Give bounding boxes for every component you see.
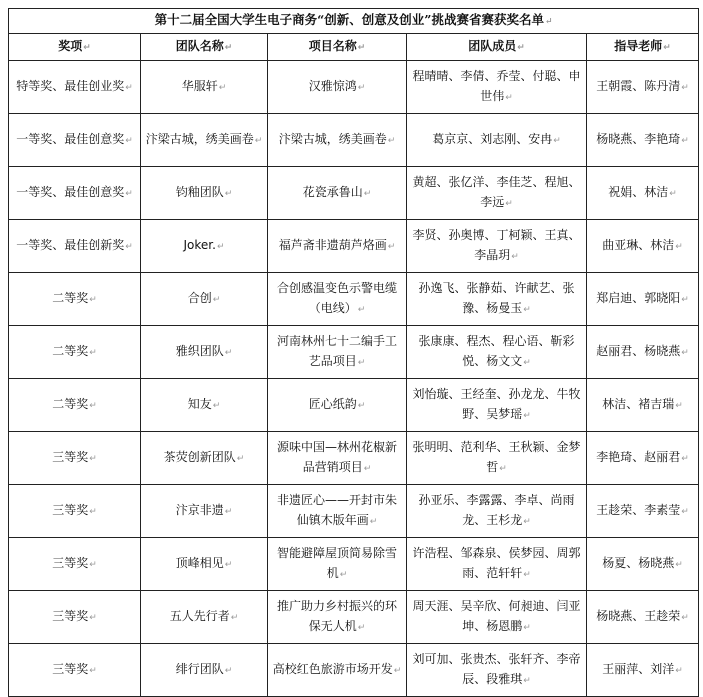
members-cell-text: 张康康、程杰、程心语、靳彩悦、杨文文 bbox=[418, 334, 575, 368]
award-cell: 二等奖↵ bbox=[9, 273, 141, 326]
project-cell: 智能避障屋顶简易除雪机↵ bbox=[268, 538, 407, 591]
team-cell: 顶峰相见↵ bbox=[141, 538, 268, 591]
project-cell-text: 源味中国—林州花椒新品营销项目 bbox=[276, 440, 397, 474]
project-cell: 非遗匠心——开封市朱仙镇木版年画↵ bbox=[268, 485, 407, 538]
team-cell-text: 五人先行者 bbox=[169, 609, 230, 623]
award-cell-text: 三等奖 bbox=[52, 662, 89, 676]
project-cell: 福芦斋非遗葫芦烙画↵ bbox=[268, 220, 407, 273]
team-cell: 雅织团队↵ bbox=[141, 326, 268, 379]
project-cell: 汴梁古城，绣美画卷↵ bbox=[268, 114, 407, 167]
team-cell-text: 华服轩 bbox=[181, 79, 218, 93]
team-cell: 绯行团队↵ bbox=[141, 644, 268, 697]
members-cell: 刘可加、张贵杰、张轩齐、李帝辰、段雅琪↵ bbox=[407, 644, 587, 697]
members-cell: 葛京京、刘志刚、安冉↵ bbox=[407, 114, 587, 167]
project-cell-text: 福芦斋非遗葫芦烙画 bbox=[278, 238, 387, 252]
award-cell-text: 二等奖 bbox=[52, 344, 89, 358]
project-cell-text: 合创感温变色示警电缆（电线） bbox=[276, 281, 397, 315]
table-row bbox=[9, 273, 699, 326]
project-cell: 花瓷承鲁山↵ bbox=[268, 167, 407, 220]
team-cell: Joker.↵ bbox=[141, 220, 268, 273]
members-cell-text: 葛京京、刘志刚、安冉 bbox=[432, 132, 553, 146]
award-cell: 一等奖、最佳创意奖↵ bbox=[9, 114, 141, 167]
advisors-cell: 郑启迪、郭晓阳↵ bbox=[587, 273, 699, 326]
members-cell: 刘怡璇、王经奎、孙龙龙、牛牧野、吴梦瑶↵ bbox=[407, 379, 587, 432]
project-cell: 汉雅惊鸿↵ bbox=[268, 61, 407, 114]
project-cell-text: 推广助力乡村振兴的环保无人机 bbox=[276, 599, 397, 633]
award-table bbox=[8, 8, 699, 697]
members-cell-text: 黄超、张亿洋、李佳芝、程旭、李远 bbox=[412, 175, 581, 209]
members-cell: 张明明、范利华、王秋颖、金梦哲↵ bbox=[407, 432, 587, 485]
project-cell-text: 高校红色旅游市场开发 bbox=[272, 662, 393, 676]
award-cell-text: 一等奖、最佳创意奖 bbox=[16, 185, 125, 199]
advisors-cell-text: 林洁、褚吉瑞 bbox=[602, 397, 675, 411]
award-cell: 二等奖↵ bbox=[9, 326, 141, 379]
advisors-cell-text: 曲亚琳、林洁 bbox=[602, 238, 675, 252]
members-cell: 张康康、程杰、程心语、靳彩悦、杨文文↵ bbox=[407, 326, 587, 379]
header-members: 团队成员↵ bbox=[407, 34, 587, 61]
advisors-cell: 曲亚琳、林洁↵ bbox=[587, 220, 699, 273]
team-cell: 汴梁古城，绣美画卷↵ bbox=[141, 114, 268, 167]
team-cell-text: 汴梁古城，绣美画卷 bbox=[145, 132, 254, 146]
project-cell: 高校红色旅游市场开发↵ bbox=[268, 644, 407, 697]
team-cell-text: 知友 bbox=[187, 397, 212, 411]
header-award: 奖项↵ bbox=[9, 34, 141, 61]
award-cell: 二等奖↵ bbox=[9, 379, 141, 432]
team-cell: 钧釉团队↵ bbox=[141, 167, 268, 220]
award-cell: 特等奖、最佳创业奖↵ bbox=[9, 61, 141, 114]
project-cell-text: 汴梁古城，绣美画卷 bbox=[278, 132, 387, 146]
team-cell: 汴京非遗↵ bbox=[141, 485, 268, 538]
advisors-cell: 林洁、褚吉瑞↵ bbox=[587, 379, 699, 432]
award-cell-text: 二等奖 bbox=[52, 291, 89, 305]
award-cell: 一等奖、最佳创新奖↵ bbox=[9, 220, 141, 273]
advisors-cell-text: 杨晓燕、王趁荣 bbox=[596, 609, 681, 623]
award-list-document bbox=[8, 8, 698, 697]
advisors-cell-text: 王丽萍、刘洋 bbox=[602, 662, 675, 676]
team-cell-text: 茶荧创新团队 bbox=[163, 450, 236, 464]
members-cell-text: 孙逸飞、张静茹、许献艺、张豫、杨曼玉 bbox=[418, 281, 575, 315]
members-cell-text: 程晴晴、李倩、乔莹、付聪、申世伟 bbox=[412, 69, 581, 103]
award-cell: 三等奖↵ bbox=[9, 591, 141, 644]
advisors-cell: 杨夏、杨晓燕↵ bbox=[587, 538, 699, 591]
project-cell-text: 河南林州七十二编手工艺品项目 bbox=[276, 334, 397, 368]
members-cell-text: 周天涯、吴辛欣、何昶迪、闫亚坤、杨恩鹏 bbox=[412, 599, 581, 633]
award-cell-text: 特等奖、最佳创业奖 bbox=[16, 79, 125, 93]
members-cell-text: 孙亚乐、李露露、李卓、尚雨龙、王杉龙 bbox=[418, 493, 575, 527]
project-cell: 推广助力乡村振兴的环保无人机↵ bbox=[268, 591, 407, 644]
team-cell: 五人先行者↵ bbox=[141, 591, 268, 644]
members-cell-text: 李贤、孙奥博、丁柯颖、王真、李晶玥 bbox=[412, 228, 581, 262]
advisors-cell: 王趁荣、李素莹↵ bbox=[587, 485, 699, 538]
project-cell: 源味中国—林州花椒新品营销项目↵ bbox=[268, 432, 407, 485]
table-row bbox=[9, 644, 699, 697]
award-cell-text: 一等奖、最佳创新奖 bbox=[16, 238, 125, 252]
project-cell-text: 花瓷承鲁山 bbox=[302, 185, 363, 199]
award-cell: 三等奖↵ bbox=[9, 538, 141, 591]
advisors-cell-text: 王趁荣、李素莹 bbox=[596, 503, 681, 517]
award-cell: 三等奖↵ bbox=[9, 485, 141, 538]
award-cell-text: 三等奖 bbox=[52, 609, 89, 623]
members-cell: 周天涯、吴辛欣、何昶迪、闫亚坤、杨恩鹏↵ bbox=[407, 591, 587, 644]
project-cell: 匠心纸韵↵ bbox=[268, 379, 407, 432]
team-cell-text: 合创 bbox=[187, 291, 212, 305]
award-cell-text: 三等奖 bbox=[52, 450, 89, 464]
advisors-cell-text: 李艳琦、赵丽君 bbox=[596, 450, 681, 464]
advisors-cell: 王朝霞、陈丹清↵ bbox=[587, 61, 699, 114]
table-row bbox=[9, 326, 699, 379]
award-cell-text: 一等奖、最佳创意奖 bbox=[16, 132, 125, 146]
table-row bbox=[9, 432, 699, 485]
team-cell-text: 钧釉团队 bbox=[175, 185, 224, 199]
advisors-cell-text: 王朝霞、陈丹清 bbox=[596, 79, 681, 93]
members-cell: 黄超、张亿洋、李佳芝、程旭、李远↵ bbox=[407, 167, 587, 220]
table-row bbox=[9, 538, 699, 591]
members-cell-text: 张明明、范利华、王秋颖、金梦哲 bbox=[412, 440, 581, 474]
award-cell: 三等奖↵ bbox=[9, 644, 141, 697]
table-row bbox=[9, 485, 699, 538]
advisors-cell-text: 赵丽君、杨晓燕 bbox=[596, 344, 681, 358]
advisors-cell-text: 郑启迪、郭晓阳 bbox=[596, 291, 681, 305]
header-team: 团队名称↵ bbox=[141, 34, 268, 61]
members-cell-text: 刘可加、张贵杰、张轩齐、李帝辰、段雅琪 bbox=[412, 652, 581, 686]
members-cell: 孙亚乐、李露露、李卓、尚雨龙、王杉龙↵ bbox=[407, 485, 587, 538]
team-cell: 合创↵ bbox=[141, 273, 268, 326]
table-row bbox=[9, 61, 699, 114]
project-cell: 合创感温变色示警电缆（电线）↵ bbox=[268, 273, 407, 326]
award-cell: 一等奖、最佳创意奖↵ bbox=[9, 167, 141, 220]
advisors-cell: 祝娟、林洁↵ bbox=[587, 167, 699, 220]
project-cell: 河南林州七十二编手工艺品项目↵ bbox=[268, 326, 407, 379]
table-row bbox=[9, 220, 699, 273]
table-row bbox=[9, 167, 699, 220]
advisors-cell: 李艳琦、赵丽君↵ bbox=[587, 432, 699, 485]
team-cell-text: 雅织团队 bbox=[175, 344, 224, 358]
page-title: 第十二届全国大学生电子商务“创新、创意及创业”挑战赛省赛获奖名单↵ bbox=[9, 9, 699, 34]
members-cell: 孙逸飞、张静茹、许献艺、张豫、杨曼玉↵ bbox=[407, 273, 587, 326]
team-cell-text: 绯行团队 bbox=[175, 662, 224, 676]
members-cell: 许浩程、邹森泉、侯梦园、周郭雨、范轩轩↵ bbox=[407, 538, 587, 591]
title-row bbox=[9, 9, 699, 34]
award-cell-text: 三等奖 bbox=[52, 503, 89, 517]
table-row bbox=[9, 114, 699, 167]
team-cell-text: 顶峰相见 bbox=[175, 556, 224, 570]
members-cell-text: 许浩程、邹森泉、侯梦园、周郭雨、范轩轩 bbox=[412, 546, 581, 580]
team-cell: 知友↵ bbox=[141, 379, 268, 432]
advisors-cell-text: 祝娟、林洁 bbox=[608, 185, 669, 199]
project-cell-text: 非遗匠心——开封市朱仙镇木版年画 bbox=[276, 493, 397, 527]
advisors-cell: 杨晓燕、李艳琦↵ bbox=[587, 114, 699, 167]
table-row bbox=[9, 379, 699, 432]
advisors-cell-text: 杨晓燕、李艳琦 bbox=[596, 132, 681, 146]
table-row bbox=[9, 591, 699, 644]
project-cell-text: 汉雅惊鸿 bbox=[308, 79, 357, 93]
advisors-cell: 王丽萍、刘洋↵ bbox=[587, 644, 699, 697]
team-cell: 茶荧创新团队↵ bbox=[141, 432, 268, 485]
members-cell: 李贤、孙奥博、丁柯颖、王真、李晶玥↵ bbox=[407, 220, 587, 273]
advisors-cell: 赵丽君、杨晓燕↵ bbox=[587, 326, 699, 379]
advisors-cell-text: 杨夏、杨晓燕 bbox=[602, 556, 675, 570]
project-cell-text: 智能避障屋顶简易除雪机 bbox=[276, 546, 397, 580]
team-cell: 华服轩↵ bbox=[141, 61, 268, 114]
team-cell-text: Joker. bbox=[183, 238, 216, 252]
members-cell: 程晴晴、李倩、乔莹、付聪、申世伟↵ bbox=[407, 61, 587, 114]
advisors-cell: 杨晓燕、王趁荣↵ bbox=[587, 591, 699, 644]
header-project: 项目名称↵ bbox=[268, 34, 407, 61]
award-cell-text: 三等奖 bbox=[52, 556, 89, 570]
header-advisors: 指导老师↵ bbox=[587, 34, 699, 61]
award-cell-text: 二等奖 bbox=[52, 397, 89, 411]
award-cell: 三等奖↵ bbox=[9, 432, 141, 485]
members-cell-text: 刘怡璇、王经奎、孙龙龙、牛牧野、吴梦瑶 bbox=[412, 387, 581, 421]
team-cell-text: 汴京非遗 bbox=[175, 503, 224, 517]
header-row bbox=[9, 34, 699, 61]
project-cell-text: 匠心纸韵 bbox=[308, 397, 357, 411]
